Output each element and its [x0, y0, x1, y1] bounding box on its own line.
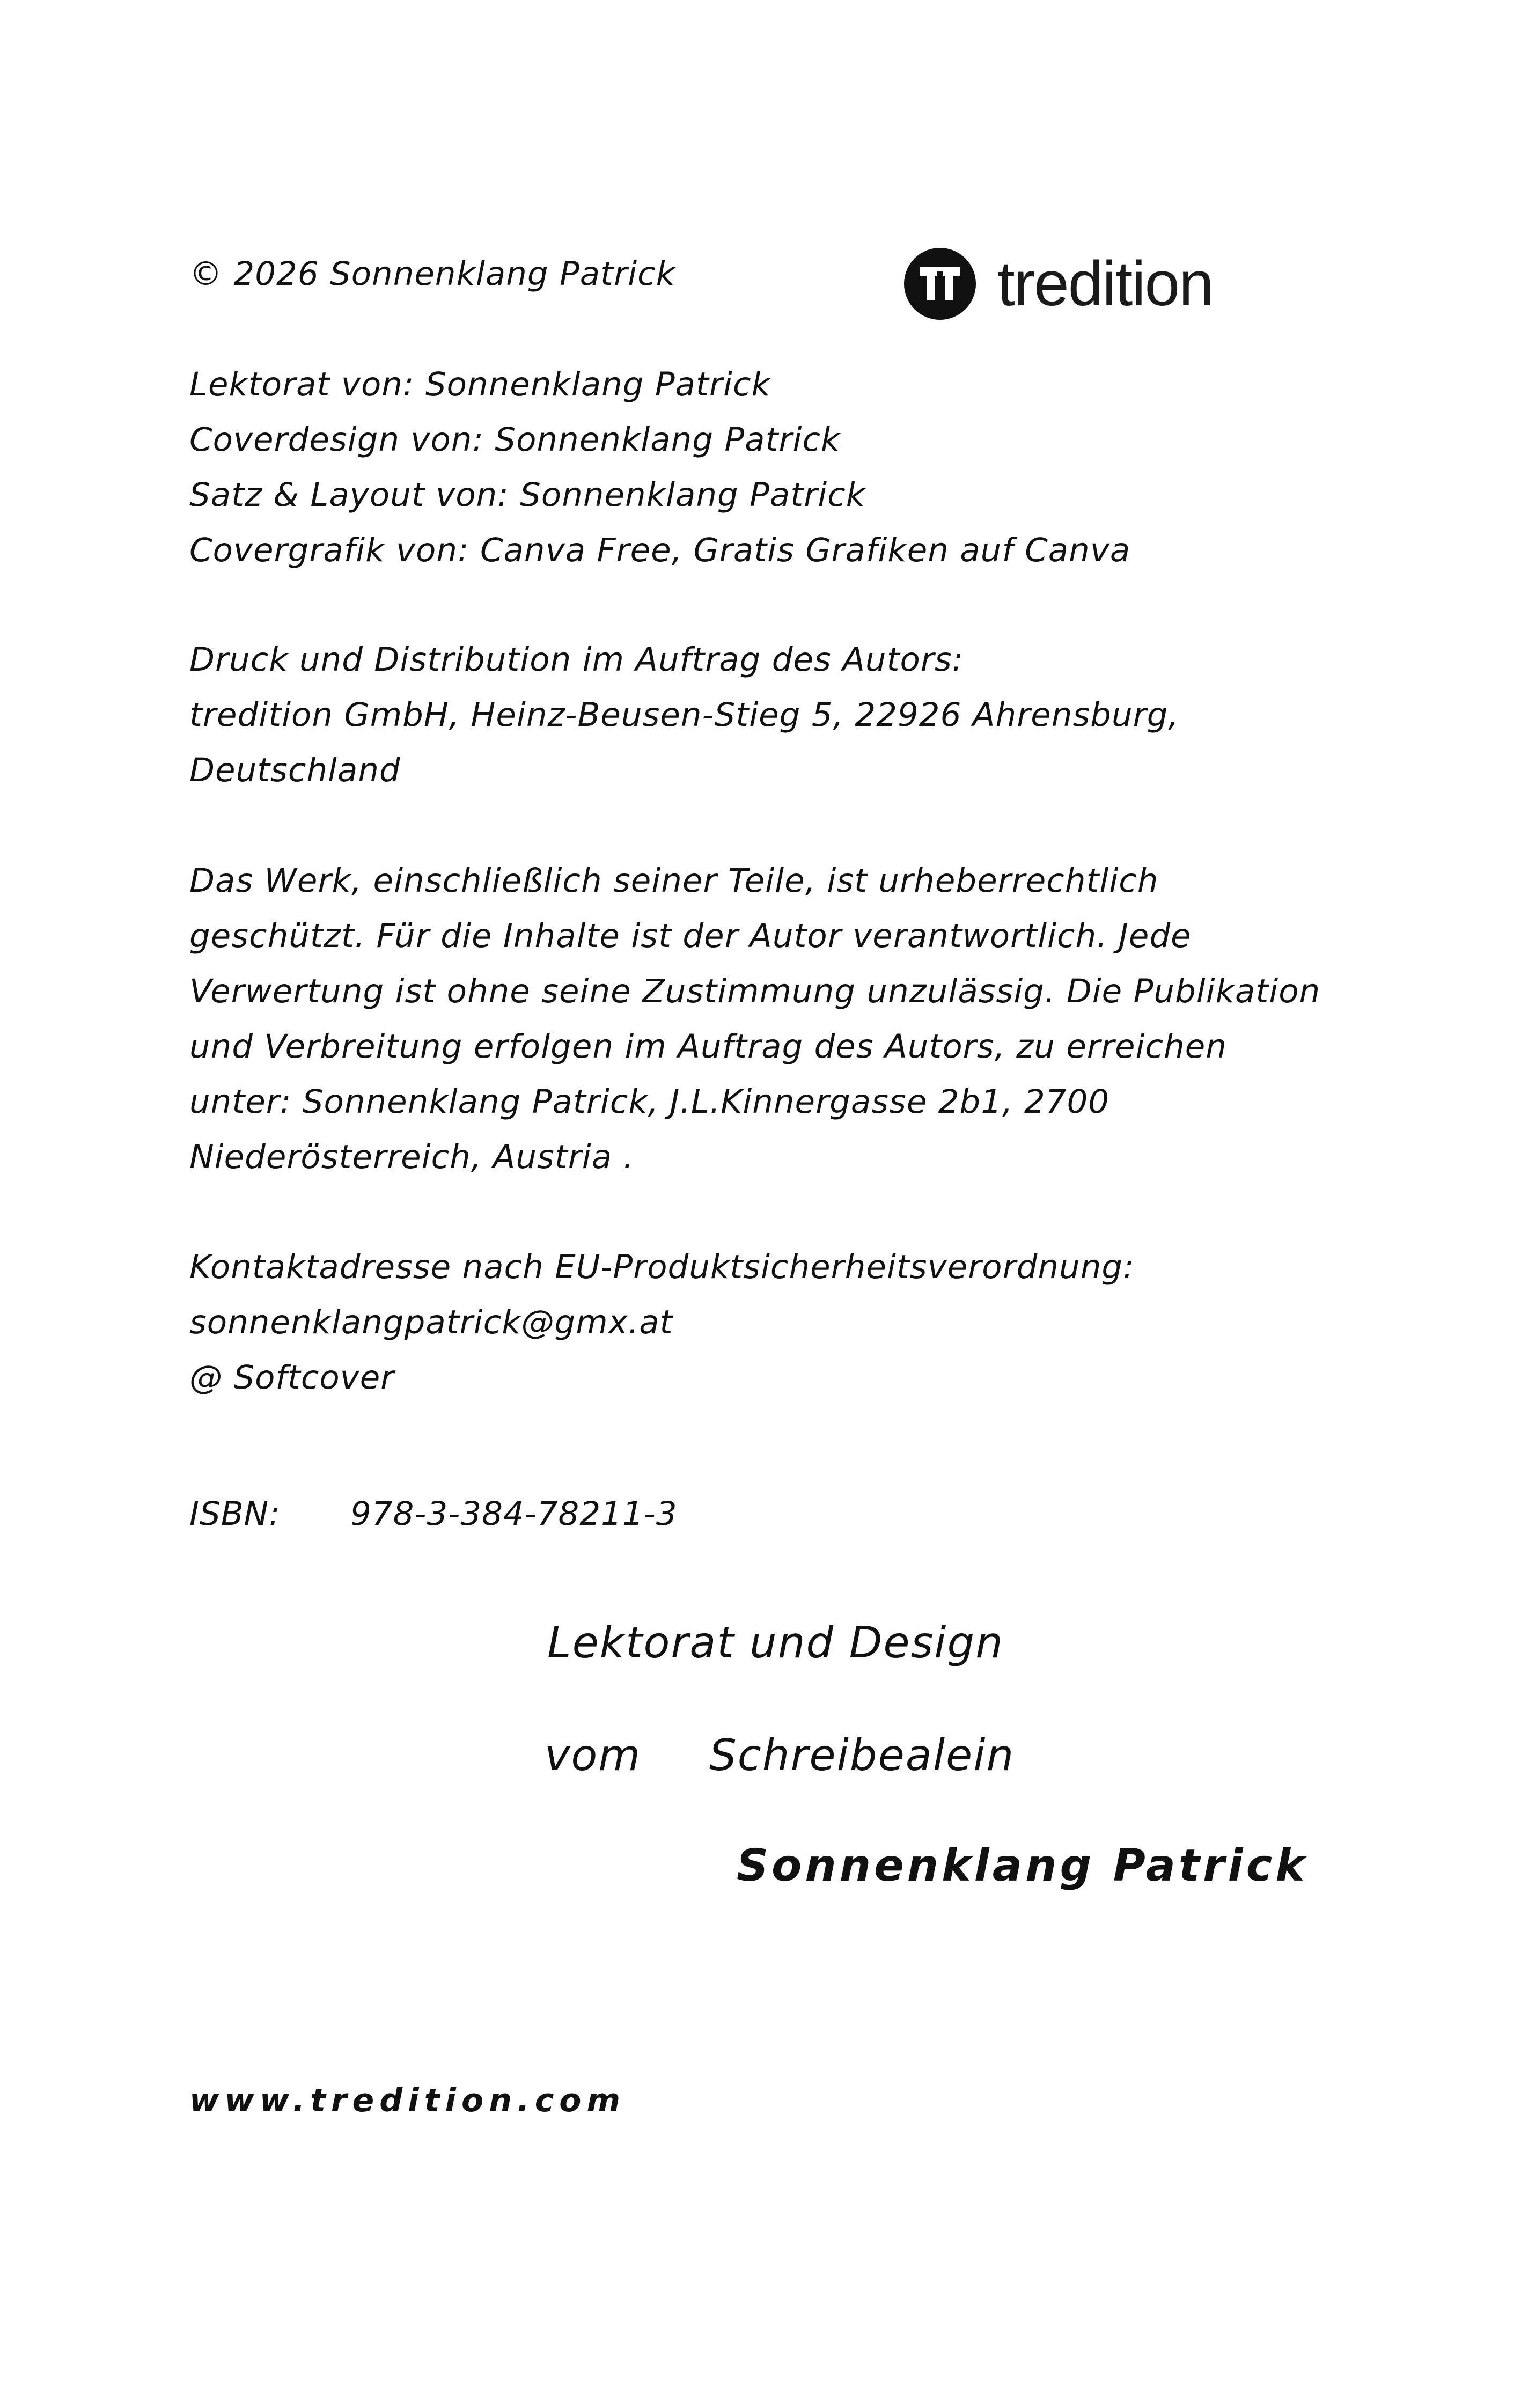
signature-line-2a: vom — [545, 1730, 642, 1780]
legal-line: unter: Sonnenklang Patrick, J.L.Kinnergasse 2b1, 2700 — [189, 1083, 1110, 1121]
legal-line: Das Werk, einschließlich seiner Teile, ist urheberrechtlich — [189, 862, 1159, 900]
credit-line: Lektorat von: Sonnenklang Patrick — [189, 365, 771, 403]
signature-line-2b: Schreibealein — [709, 1730, 1015, 1780]
isbn-value: 978-3-384-78211-3 — [350, 1495, 678, 1533]
tredition-logo-mark-icon — [904, 248, 976, 320]
legal-line: und Verbreitung erfolgen im Auftrag des Autors, zu erreichen — [189, 1027, 1227, 1066]
isbn-line — [189, 1486, 678, 1541]
copyright-line: © 2026 Sonnenklang Patrick — [189, 255, 675, 293]
distribution-block — [189, 632, 1179, 798]
legal-line: Verwertung ist ohne seine Zustimmung unzulässig. Die Publikation — [189, 972, 1321, 1010]
tredition-logo — [904, 248, 1213, 320]
distribution-line: Druck und Distribution im Auftrag des Autors: — [189, 641, 964, 679]
distribution-line: tredition GmbH, Heinz-Beusen-Stieg 5, 22926 Ahrensburg, — [189, 696, 1179, 734]
tredition-wordmark: tredition — [997, 248, 1213, 319]
isbn-label: ISBN: — [189, 1495, 281, 1533]
credit-line: Coverdesign von: Sonnenklang Patrick — [189, 421, 841, 459]
contact-block — [189, 1239, 1135, 1405]
credits-block — [189, 357, 1130, 578]
credit-line: Covergrafik von: Canva Free, Gratis Grafiken auf Canva — [189, 531, 1131, 569]
credit-line: Satz & Layout von: Sonnenklang Patrick — [189, 476, 866, 514]
contact-heading: Kontaktadresse nach EU-Produktsicherheitsverordnung: — [189, 1248, 1135, 1286]
website-url: www.tredition.com — [189, 2082, 626, 2119]
format-line: @ Softcover — [189, 1359, 395, 1397]
legal-notice-block — [189, 853, 1320, 1185]
contact-email: sonnenklangpatrick@gmx.at — [189, 1303, 673, 1341]
distribution-line: Deutschland — [189, 751, 401, 789]
legal-line: Niederösterreich, Austria . — [189, 1138, 634, 1176]
legal-line: geschützt. Für die Inhalte ist der Autor verantwortlich. Jede — [189, 917, 1192, 955]
signature-name: Sonnenklang Patrick — [737, 1840, 1308, 1891]
signature-line-1: Lektorat und Design — [547, 1618, 1004, 1668]
